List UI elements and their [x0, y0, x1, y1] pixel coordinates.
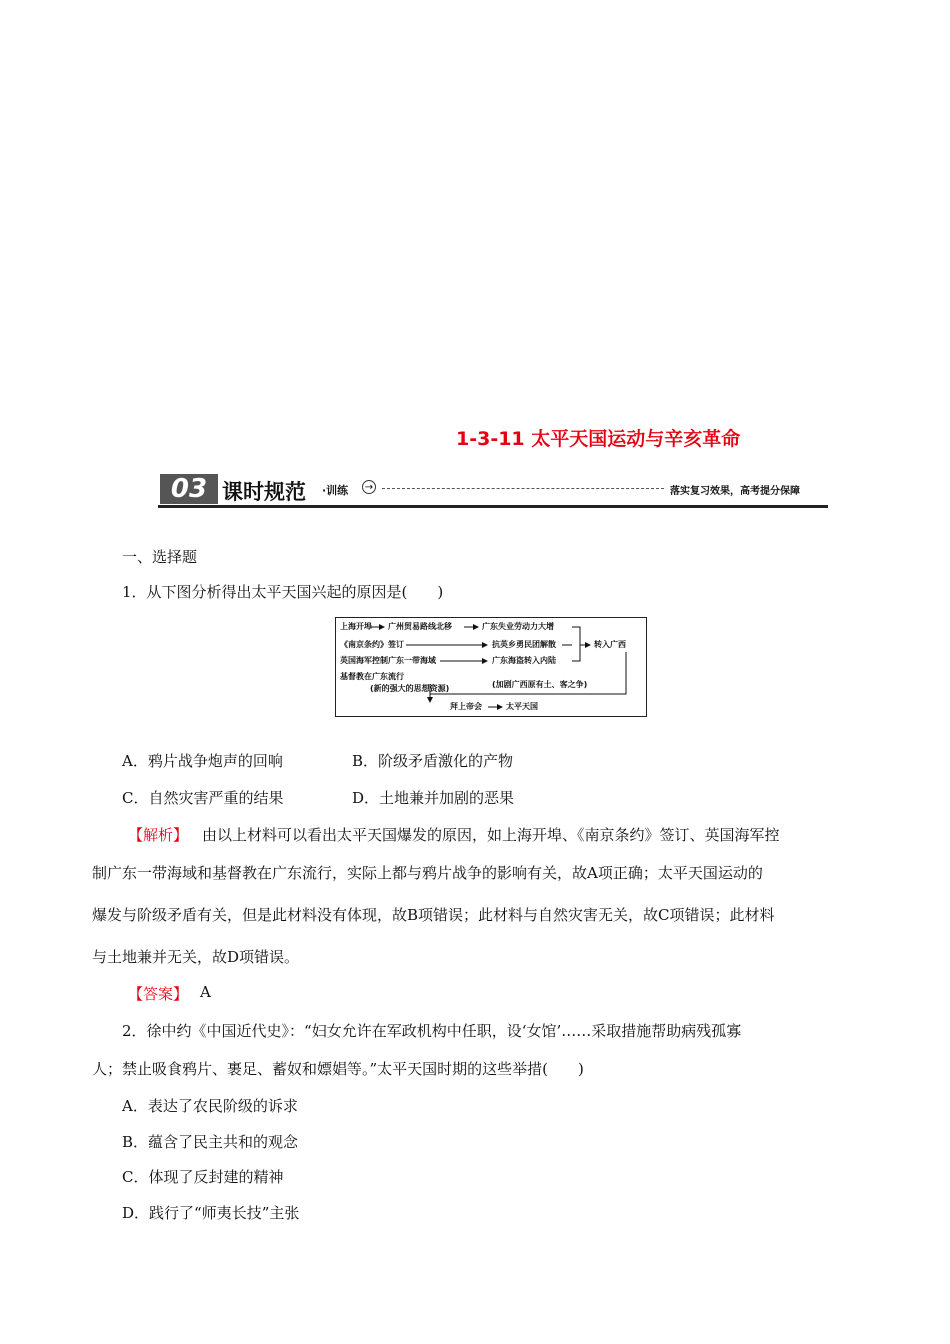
diagram-node: 上海开埠 [340, 622, 372, 631]
option-a: A．表达了农民阶级的诉求 [122, 1097, 298, 1115]
banner-number: 03 [160, 474, 218, 504]
analysis-line: 制广东一带海域和基督教在广东流行，实际上都与鸦片战争的影响有关，故A项正确；太平天国运动的 [92, 864, 763, 882]
banner-rule [158, 505, 828, 508]
cause-diagram [335, 617, 647, 717]
diagram-node: 广州贸易路线北移 [388, 622, 452, 631]
analysis-line: 与土地兼并无关，故D项错误。 [92, 948, 300, 966]
diagram-node: 英国海军控制广东一带海域 [340, 656, 436, 665]
question-1-stem: 1．从下图分析得出太平天国兴起的原因是( ) [122, 583, 444, 601]
analysis-line: 由以上材料可以看出太平天国爆发的原因，如上海开埠、《南京条约》签订、英国海军控 [202, 826, 780, 844]
option-c: C．体现了反封建的精神 [122, 1168, 284, 1186]
diagram-node: 太平天国 [506, 702, 538, 711]
arrow-circle-icon: → [362, 480, 376, 494]
answer-tag: 【答案】 [128, 985, 189, 1003]
option-c: C．自然灾害严重的结果 [122, 789, 284, 807]
option-b: B．蕴含了民主共和的观念 [122, 1133, 299, 1151]
answer-value: A [200, 983, 211, 1001]
section-banner [156, 472, 828, 510]
option-d: D．践行了“师夷长技”主张 [122, 1204, 300, 1222]
option-b: B．阶级矛盾激化的产物 [352, 752, 514, 770]
dashed-divider [382, 488, 664, 489]
option-a: A．鸦片战争炮声的回响 [122, 752, 283, 770]
diagram-node: 抗英乡勇民团解散 [492, 640, 556, 649]
page-title: 1-3-11 太平天国运动与辛亥革命 [456, 428, 741, 450]
banner-sub-label: ·训练 [322, 484, 349, 497]
diagram-node: 基督教在广东流行 [340, 672, 404, 681]
diagram-node: 广东海盗转入内陆 [492, 656, 556, 665]
question-2-stem: 2．徐中约《中国近代史》：“妇女允许在军政机构中任职，设‘女馆’……采取措施帮助病残孤寡 [122, 1022, 742, 1040]
diagram-node: (新的强大的思想资源) [370, 684, 450, 693]
section-heading: 一、选择题 [122, 548, 198, 566]
question-2-stem: 人；禁止吸食鸦片、裹足、蓄奴和嫖娼等。”太平天国时期的这些举措( ) [92, 1060, 584, 1078]
diagram-arrows [336, 618, 648, 718]
option-d: D．土地兼并加剧的恶果 [352, 789, 515, 807]
banner-main-label: 课时规范 [222, 480, 306, 504]
diagram-note: (加剧广西原有土、客之争) [492, 680, 588, 689]
diagram-node: 转入广西 [594, 640, 626, 649]
analysis-tag: 【解析】 [128, 826, 189, 844]
diagram-node: 拜上帝会 [450, 702, 482, 711]
analysis-line: 爆发与阶级矛盾有关，但是此材料没有体现，故B项错误；此材料与自然灾害无关，故C项错误；此材料 [92, 906, 775, 924]
diagram-node: 《南京条约》签订 [340, 640, 404, 649]
diagram-node: 广东失业劳动力大增 [482, 622, 554, 631]
banner-slogan: 落实复习效果，高考提分保障 [670, 486, 800, 497]
